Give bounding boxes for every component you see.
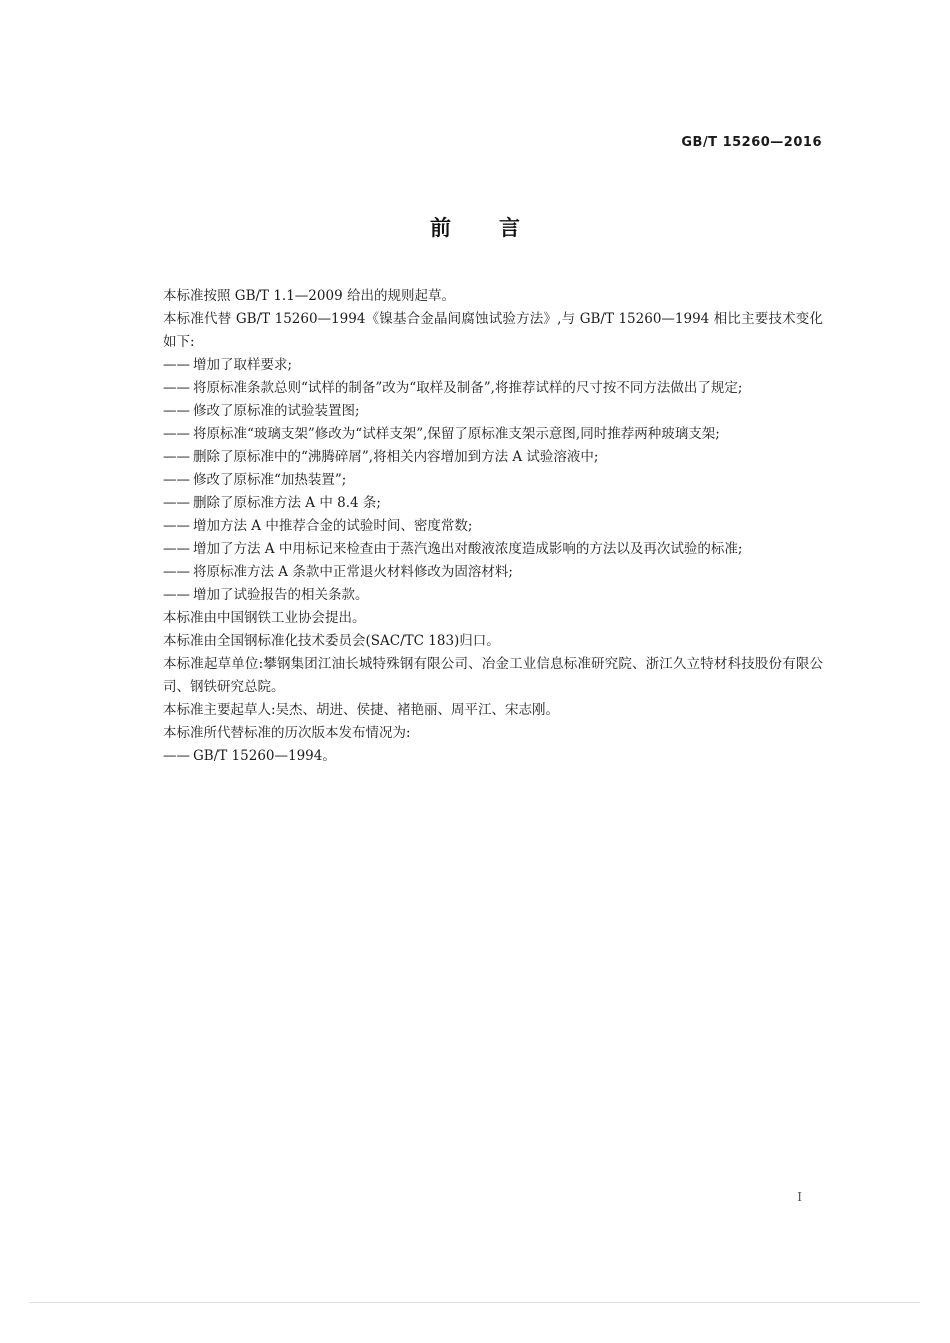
dash-marker: —— bbox=[163, 587, 190, 603]
list-item bbox=[163, 492, 823, 515]
list-item bbox=[163, 423, 823, 446]
list-item bbox=[163, 538, 823, 561]
paragraph-replacement: 本标准代替 GB/T 15260—1994《镍基合金晶间腐蚀试验方法》,与 GB/T 15260—1994 相比主要技术变化如下: bbox=[163, 311, 823, 350]
dash-marker: —— bbox=[163, 748, 190, 764]
list-item-text: 修改了原标准“加热装置”; bbox=[193, 472, 347, 488]
standard-number: GB/T 15260—2016 bbox=[681, 135, 822, 150]
list-item bbox=[163, 354, 823, 377]
dash-marker: —— bbox=[163, 541, 190, 557]
list-item bbox=[163, 745, 823, 768]
paragraph-drafting-units: 本标准起草单位:攀钢集团江油长城特殊钢有限公司、冶金工业信息标准研究院、浙江久立特材科技股份有限公司、钢铁研究总院。 bbox=[163, 656, 823, 695]
list-item-text: 修改了原标准的试验装置图; bbox=[193, 403, 360, 419]
paragraph-drafters: 本标准主要起草人:吴杰、胡进、侯捷、褚艳丽、周平江、宋志刚。 bbox=[163, 702, 560, 718]
dash-marker: —— bbox=[163, 380, 190, 396]
history-list bbox=[163, 745, 823, 768]
list-item-text: 删除了原标准中的“沸腾碎屑”,将相关内容增加到方法 A 试验溶液中; bbox=[193, 449, 599, 465]
list-item bbox=[163, 377, 823, 400]
list-item bbox=[163, 561, 823, 584]
foreword-body bbox=[163, 285, 823, 768]
dash-marker: —— bbox=[163, 357, 190, 373]
list-item bbox=[163, 446, 823, 469]
list-item-text: 将原标准方法 A 条款中正常退火材料修改为固溶材料; bbox=[193, 564, 513, 580]
list-item-text: 删除了原标准方法 A 中 8.4 条; bbox=[193, 495, 381, 511]
list-item bbox=[163, 400, 823, 423]
paragraph-drafting-rule: 本标准按照 GB/T 1.1—2009 给出的规则起草。 bbox=[163, 288, 455, 304]
paragraph-history-intro: 本标准所代替标准的历次版本发布情况为: bbox=[163, 725, 411, 741]
changes-list bbox=[163, 354, 823, 607]
list-item bbox=[163, 515, 823, 538]
list-item-text: 增加了取样要求; bbox=[193, 357, 293, 373]
list-item-text: 增加了试验报告的相关条款。 bbox=[193, 587, 369, 603]
dash-marker: —— bbox=[163, 403, 190, 419]
bottom-divider bbox=[30, 1302, 920, 1303]
page-number: I bbox=[797, 1190, 802, 1204]
list-item bbox=[163, 469, 823, 492]
list-item-text: 将原标准“玻璃支架”修改为“试样支架”,保留了原标准支架示意图,同时推荐两种玻璃支架; bbox=[193, 426, 720, 442]
dash-marker: —— bbox=[163, 495, 190, 511]
dash-marker: —— bbox=[163, 564, 190, 580]
dash-marker: —— bbox=[163, 472, 190, 488]
list-item-text: 将原标准条款总则“试样的制备”改为“取样及制备”,将推荐试样的尺寸按不同方法做出了规定; bbox=[193, 380, 743, 396]
list-item bbox=[163, 584, 823, 607]
list-item-text: GB/T 15260—1994。 bbox=[193, 748, 336, 764]
paragraph-committee: 本标准由全国钢标准化技术委员会(SAC/TC 183)归口。 bbox=[163, 633, 500, 649]
list-item-text: 增加方法 A 中推荐合金的试验时间、密度常数; bbox=[193, 518, 473, 534]
dash-marker: —— bbox=[163, 449, 190, 465]
dash-marker: —— bbox=[163, 426, 190, 442]
dash-marker: —— bbox=[163, 518, 190, 534]
paragraph-proposer: 本标准由中国钢铁工业协会提出。 bbox=[163, 610, 366, 626]
list-item-text: 增加了方法 A 中用标记来检查由于蒸汽逸出对酸液浓度造成影响的方法以及再次试验的标准; bbox=[193, 541, 743, 557]
page-title: 前言 bbox=[430, 216, 568, 240]
